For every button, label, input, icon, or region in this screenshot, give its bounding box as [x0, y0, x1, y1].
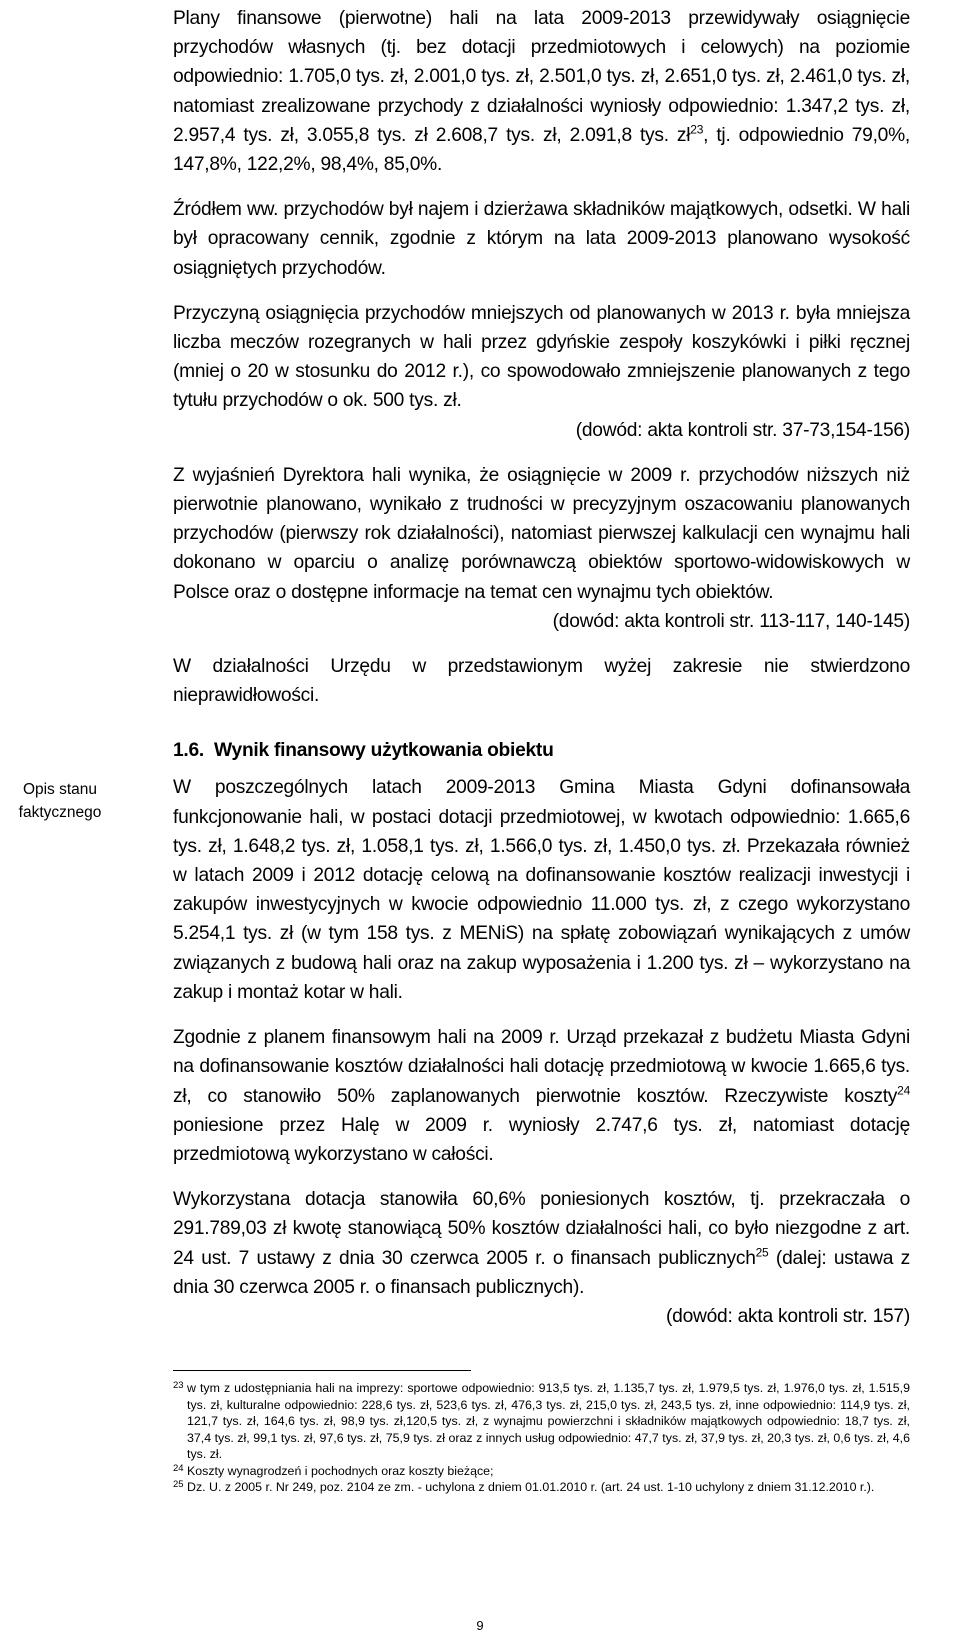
section-heading	[173, 736, 910, 765]
paragraph-revenue-source: Źródłem ww. przychodów był najem i dzierżawa składników majątkowych, odsetki. W hali był opracowany cennik, zgodnie z którym na lata 2009-2013 planowano wysokość osiągniętych przychodów.	[173, 199, 910, 279]
margin-label-line: Opis stanu	[22, 781, 98, 798]
evidence-reference: (dowód: akta kontroli str. 113-117, 140-145)	[552, 610, 910, 632]
paragraph-financial-plan-2009	[173, 1023, 910, 1169]
main-text-column	[173, 4, 910, 1331]
paragraph-text: Plany finansowe (pierwotne) hali na lata 2009-2013 przewidywały osiągnięcie przychodów własnych (tj. bez dotacji przedmiotowych i celowych) na poziomie odpowiednio: 1.705,0 tys. zł, 2.001,0 tys. zł, 2.501,0 tys. zł, 2.651,0 tys. zł, 2.461,0 tys. zł, natomiast zrealizowane przychody z działalności wyniosły odpowiednio: 1.347,2 tys. zł, 2.957,4 tys. zł, 3.055,8 tys. zł 2.608,7 tys. zł, 2.091,8 tys. zł	[173, 8, 910, 146]
paragraph-text: Wykorzystana dotacja stanowiła 60,6% poniesionych kosztów, tj. przekraczała o 291.789,03 zł kwotę stanowiącą 50% kosztów działalności hali, co było niezgodne z art. 24 ust. 7 ustawy z dnia 30 czerwca 2005 r. o finansach publicznych	[173, 1189, 910, 1269]
footnote-mark: 23	[173, 1380, 184, 1391]
evidence-reference: (dowód: akta kontroli str. 157)	[666, 1305, 910, 1327]
page-number: 9	[476, 1618, 484, 1633]
paragraph-text-tail: poniesione przez Halę w 2009 r. wyniosły 2.747,6 tys. zł, natomiast dotację przedmiotową wykorzystano w całości.	[173, 1114, 910, 1165]
footnote-text: Koszty wynagrodzeń i pochodnych oraz koszty bieżące;	[187, 1463, 494, 1478]
evidence-reference: (dowód: akta kontroli str. 37-73,154-156)	[575, 419, 910, 441]
footnote-mark: 25	[173, 1479, 184, 1490]
paragraph-planned-revenue	[173, 4, 910, 179]
paragraph-revenue-cause: Przyczyną osiągnięcia przychodów mniejszych od planowanych w 2013 r. była mniejsza liczba meczów rozegranych w hali przez gdyńskie zespoły koszykówki i piłki ręcznej (mniej o 20 w stosunku do 2012 r.), co spowodowało zmniejszenie planowanych z tego tytułu przychodów o ok. 500 tys. zł.	[173, 302, 910, 412]
section-title: Wynik finansowy użytkowania obiektu	[214, 740, 554, 762]
paragraph-city-funding: W poszczególnych latach 2009-2013 Gmina Miasta Gdyni dofinansowała funkcjonowanie hali, w postaci dotacji przedmiotowej, w kwotach odpowiednio: 1.665,6 tys. zł, 1.648,2 tys. zł, 1.058,1 tys. zł, 1.566,0 tys. zł, 1.450,0 tys. zł. Przekazała również w latach 2009 i 2012 dotację celową na dofinansowanie kosztów realizacji inwestycji i zakupów inwestycyjnych w kwocie odpowiednio 11.000 tys. zł, z czego wykorzystano 5.254,1 tys. zł (w tym 158 tys. z MENiS) na spłatę zobowiązań wynikających z umów związanych z budową hali oraz na zakup wyposażenia i 1.200 tys. zł – wykorzystano na zakup i montaż kotar w hali.	[173, 777, 910, 1003]
footnote-25	[173, 1479, 910, 1496]
footnote-ref-25[interactable]: 25	[755, 1245, 769, 1260]
footnote-text: Dz. U. z 2005 r. Nr 249, poz. 2104 ze zm. - uchylona z dniem 01.01.2010 r. (art. 24 ust. 1-10 uchylony z dniem 31.12.2010 r.).	[187, 1480, 875, 1494]
footnote-mark: 24	[173, 1462, 184, 1474]
footnotes	[173, 1380, 910, 1496]
paragraph-text: Zgodnie z planem finansowym hali na 2009 r. Urząd przekazał z budżetu Miasta Gdyni na dofinansowanie kosztów działalności hali dotację przedmiotową w kwocie 1.665,6 tys. zł, co stanowiło 50% zaplanowanych pierwotnie kosztów. Rzeczywiste koszty	[173, 1027, 910, 1107]
footnote-separator	[173, 1370, 471, 1371]
paragraph-subsidy-excess	[173, 1185, 910, 1302]
paragraph-no-irregularities: W działalności Urzędu w przedstawionym wyżej zakresie nie stwierdzono nieprawidłowości.	[173, 656, 910, 707]
paragraph-text-tail: (dalej: ustawa z dnia 30 czerwca 2005 r. o finansach publicznych).	[173, 1247, 910, 1298]
margin-label-line: faktycznego	[18, 804, 102, 821]
footnote-24	[173, 1463, 910, 1480]
footnote-ref-23[interactable]: 23	[690, 122, 704, 137]
footnote-ref-24[interactable]: 24	[897, 1083, 910, 1098]
paragraph-text-tail: , tj. odpowiednio 79,0%, 147,8%, 122,2%, 98,4%, 85,0%.	[173, 124, 910, 176]
footnote-23	[173, 1380, 910, 1463]
paragraph-director-explanation: Z wyjaśnień Dyrektora hali wynika, że osiągnięcie w 2009 r. przychodów niższych niż pierwotnie planowano, wynikało z trudności w precyzyjnym oszacowaniu planowanych przychodów (pierwszy rok działalności), natomiast pierwszej kalkulacji cen wynajmu hali dokonano w oparciu o analizę porównawczą obiektów sportowo-widowiskowych w Polsce oraz o dostępne informacje na temat cen wynajmu tych obiektów.	[173, 464, 910, 603]
margin-label	[0, 778, 120, 824]
footnote-text: w tym z udostępniania hali na imprezy: sportowe odpowiednio: 913,5 tys. zł, 1.135,7 tys. zł, 1.979,5 tys. zł, 1.976,0 tys. zł, 1.515,9 tys. zł, kulturalne odpowiednio: 228,6 tys. zł, 523,6 tys. zł, 476,3 tys. zł, 215,0 tys. zł, 243,5 tys. zł, inne odpowiednio: 114,9 tys. zł, 121,7 tys. zł, 164,6 tys. zł, 98,9 tys. zł,120,5 tys. zł, z wynajmu powierzchni i składników majątkowych odpowiednio: 18,7 tys. zł, 37,4 tys. zł, 99,1 tys. zł, 97,6 tys. zł, 75,9 tys. zł oraz z innych usług odpowiednio: 47,7 tys. zł, 37,9 tys. zł, 20,3 tys. zł, 0,6 tys. zł, 4,6 tys. zł.	[187, 1381, 910, 1461]
section-number: 1.6.	[173, 740, 205, 762]
